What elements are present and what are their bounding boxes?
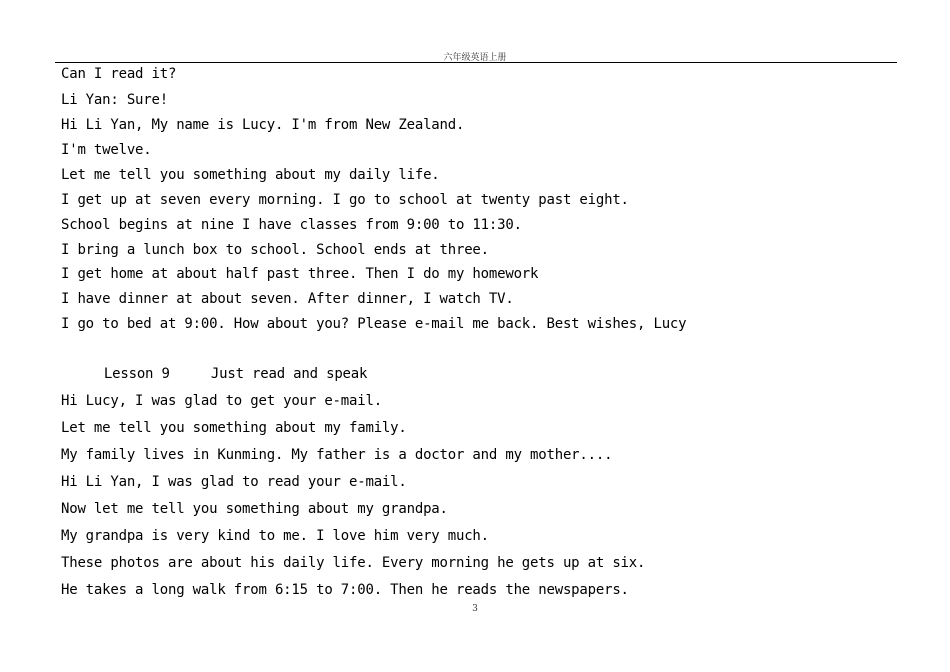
text-line: Now let me tell you something about my grandpa.	[61, 501, 448, 517]
header-divider	[55, 62, 897, 63]
text-line: I get up at seven every morning. I go to school at twenty past eight.	[61, 192, 629, 208]
page-header-title: 六年级英语上册	[443, 53, 507, 63]
text-line: Let me tell you something about my family.	[61, 420, 407, 436]
text-line: Let me tell you something about my daily life.	[61, 167, 440, 183]
text-line: Hi Li Yan, My name is Lucy. I'm from New Zealand.	[61, 117, 465, 133]
text-line: I bring a lunch box to school. School ends at three.	[61, 242, 489, 258]
text-line: I get home at about half past three. Then I do my homework	[61, 266, 539, 282]
page-number: 3	[472, 604, 478, 614]
text-line: My family lives in Kunming. My father is a doctor and my mother....	[61, 447, 613, 463]
text-line: I go to bed at 9:00. How about you? Please e-mail me back. Best wishes, Lucy	[61, 316, 687, 332]
text-line: My grandpa is very kind to me. I love him very much.	[61, 528, 489, 544]
text-line: School begins at nine I have classes from 9:00 to 11:30.	[61, 217, 522, 233]
text-line: Hi Li Yan, I was glad to read your e-mail.	[61, 474, 407, 490]
text-line: He takes a long walk from 6:15 to 7:00. Then he reads the newspapers.	[61, 582, 629, 598]
lesson-heading: Lesson 9 Just read and speak	[71, 366, 368, 382]
text-line: I have dinner at about seven. After dinner, I watch TV.	[61, 291, 514, 307]
text-line: Li Yan: Sure!	[61, 92, 168, 108]
text-line: Can I read it?	[61, 66, 177, 82]
text-line: These photos are about his daily life. Every morning he gets up at six.	[61, 555, 646, 571]
text-line: Hi Lucy, I was glad to get your e-mail.	[61, 393, 382, 409]
text-line: I'm twelve.	[61, 142, 152, 158]
